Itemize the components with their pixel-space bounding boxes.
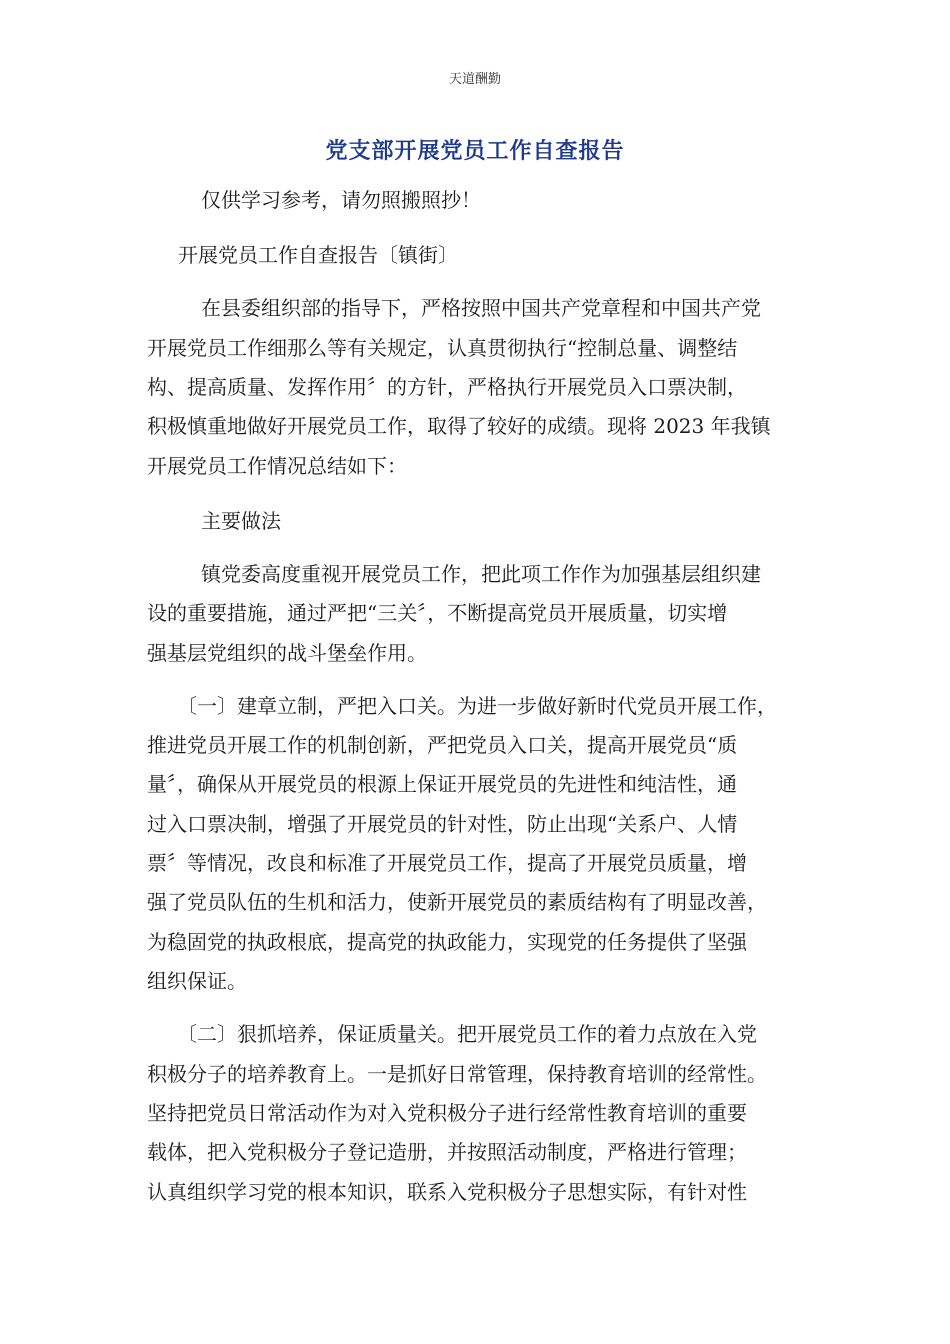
paragraph-line: 设的重要措施，通过严把“三关〞，不断提高党员开展质量，切实增: [147, 601, 728, 625]
paragraph-line: 认真组织学习党的根本知识，联系入党积极分子思想实际，有针对性: [147, 1180, 747, 1204]
paragraph-line: 〔二〕狠抓培养，保证质量关。把开展党员工作的着力点放在入党: [177, 1022, 757, 1046]
paragraph-line: 坚持把党员日常活动作为对入党积极分子进行经常性教育培训的重要: [147, 1101, 747, 1125]
paragraph-line: 强了党员队伍的生机和活力，使新开展党员的素质结构有了明显改善，: [147, 890, 767, 914]
paragraph-line: 积极分子的培养教育上。一是抓好日常管理，保持教育培训的经常性。: [147, 1062, 767, 1086]
paragraph-line: 镇党委高度重视开展党员工作，把此项工作作为加强基层组织建: [201, 562, 761, 586]
paragraph-line: 推进党员开展工作的机制创新，严把党员入口关，提高开展党员“质: [147, 733, 738, 757]
notice-line: 仅供学习参考，请勿照搬照抄！: [201, 188, 481, 212]
paragraph-line: 过入口票决制，增强了开展党员的针对性，防止出现“关系户、人情: [147, 812, 738, 836]
page-header: 天道酬勤: [448, 72, 501, 87]
paragraph-line: 〔一〕建章立制，严把入口关。为进一步做好新时代党员开展工作，: [177, 694, 777, 718]
subtitle-line: 开展党员工作自查报告〔镇街〕: [178, 243, 458, 267]
paragraph-line: 构、提高质量、发挥作用〞的方针，严格执行开展党员入口票决制，: [147, 375, 747, 399]
paragraph-line: 积极慎重地做好开展党员工作，取得了较好的成绩。现将 2023 年我镇: [147, 414, 771, 438]
document-title: 党支部开展党员工作自查报告: [325, 139, 625, 164]
paragraph-line: 组织保证。: [147, 969, 247, 993]
paragraph-line: 开展党员工作细那么等有关规定，认真贯彻执行“控制总量、调整结: [147, 336, 738, 360]
paragraph-line: 量〞，确保从开展党员的根源上保证开展党员的先进性和纯洁性，通: [147, 772, 737, 796]
paragraph-line: 票〞等情况，改良和标准了开展党员工作，提高了开展党员质量，增: [147, 851, 747, 875]
paragraph-line: 为稳固党的执政根底，提高党的执政能力，实现党的任务提供了坚强: [147, 930, 747, 954]
paragraph-line: 开展党员工作情况总结如下：: [147, 454, 407, 478]
paragraph-line: 在县委组织部的指导下，严格按照中国共产党章程和中国共产党: [201, 296, 761, 320]
section-heading: 主要做法: [201, 509, 281, 533]
paragraph-line: 载体，把入党积极分子登记造册，并按照活动制度，严格进行管理；: [147, 1140, 747, 1164]
paragraph-line: 强基层党组织的战斗堡垒作用。: [147, 641, 427, 665]
